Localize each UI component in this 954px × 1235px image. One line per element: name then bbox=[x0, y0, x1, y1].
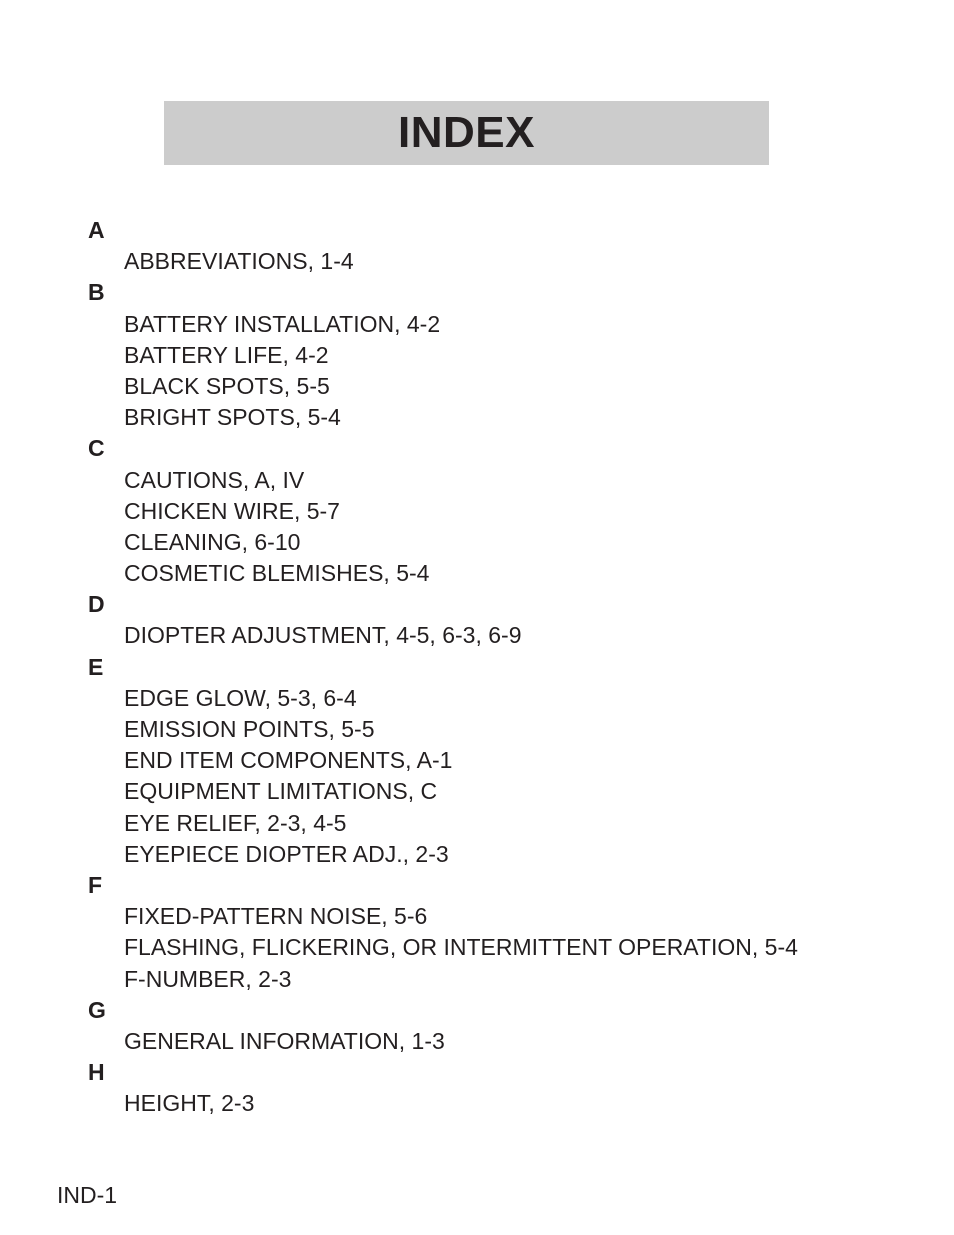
index-entry: EDGE GLOW, 5-3, 6-4 bbox=[124, 684, 357, 711]
index-entry: GENERAL INFORMATION, 1-3 bbox=[124, 1027, 445, 1054]
index-entry: END ITEM COMPONENTS, A-1 bbox=[124, 747, 453, 774]
index-entry: BATTERY LIFE, 4-2 bbox=[124, 341, 329, 368]
section-letter-f: F bbox=[88, 871, 103, 898]
index-entry: ABBREVIATIONS, 1-4 bbox=[124, 248, 354, 275]
index-entry: FLASHING, FLICKERING, OR INTERMITTENT OPERATION, 5-4 bbox=[124, 934, 798, 961]
index-entry: CLEANING, 6-10 bbox=[124, 528, 301, 555]
index-entry: EYE RELIEF, 2-3, 4-5 bbox=[124, 809, 347, 836]
index-entry: F-NUMBER, 2-3 bbox=[124, 965, 292, 992]
index-entry: EQUIPMENT LIMITATIONS, C bbox=[124, 778, 438, 805]
section-letter-a: A bbox=[88, 217, 105, 243]
index-entry: BRIGHT SPOTS, 5-4 bbox=[124, 404, 341, 431]
section-letter-e: E bbox=[88, 653, 104, 680]
section-letter-g: G bbox=[88, 996, 106, 1023]
index-entry: DIOPTER ADJUSTMENT, 4-5, 6-3, 6-9 bbox=[124, 622, 522, 649]
page-number: IND-1 bbox=[57, 1182, 118, 1208]
page-title: INDEX bbox=[398, 108, 535, 157]
index-list bbox=[88, 215, 928, 1119]
section-letter-d: D bbox=[88, 591, 105, 618]
index-entry: CHICKEN WIRE, 5-7 bbox=[124, 497, 340, 524]
section-letter-c: C bbox=[88, 435, 105, 462]
index-title-bar bbox=[164, 101, 769, 165]
index-entry: CAUTIONS, A, IV bbox=[124, 466, 305, 493]
index-entry: COSMETIC BLEMISHES, 5-4 bbox=[124, 560, 430, 587]
index-entry: HEIGHT, 2-3 bbox=[124, 1090, 255, 1117]
index-entry: BATTERY INSTALLATION, 4-2 bbox=[124, 310, 441, 337]
index-entry: EYEPIECE DIOPTER ADJ., 2-3 bbox=[124, 840, 449, 867]
section-letter-h: H bbox=[88, 1059, 105, 1086]
index-entry: FIXED-PATTERN NOISE, 5-6 bbox=[124, 903, 428, 930]
index-entry: BLACK SPOTS, 5-5 bbox=[124, 372, 330, 399]
index-entry: EMISSION POINTS, 5-5 bbox=[124, 716, 375, 742]
section-letter-b: B bbox=[88, 279, 105, 306]
